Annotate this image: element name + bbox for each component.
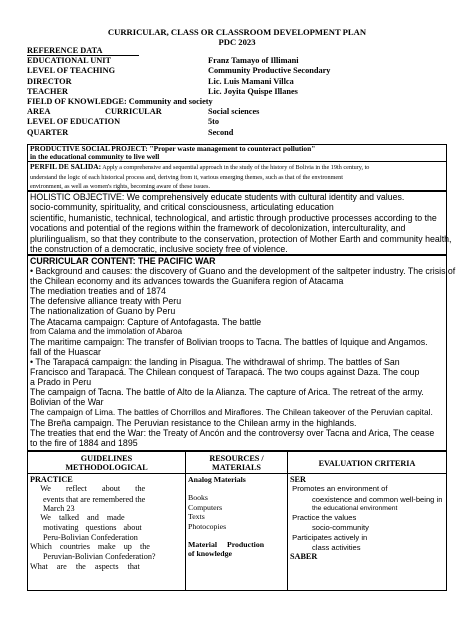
curricular-content-box [27, 255, 456, 451]
practice-item-1b: events that are remembered the [43, 494, 146, 504]
content-line: Francisco and Tarapacá. The Chilean conquest of Tarapacá. The two coups against Daza. The coup [30, 367, 420, 378]
header-resources [186, 454, 287, 473]
exit-profile-line-2: understand the logic of each historical process and, deriving from it, various emerging themes, such as that of the environment [30, 173, 343, 181]
curricular-content-heading: CURRICULAR CONTENT: THE PACIFIC WAR [30, 256, 216, 266]
header-evaluation: EVALUATION CRITERIA [318, 459, 416, 468]
area-value: Social sciences [208, 107, 260, 117]
area-curricular-label: CURRICULAR [105, 107, 162, 117]
resources-column [188, 475, 286, 559]
criteria-item-3b: class activities [312, 543, 361, 553]
criteria-item-1a: Promotes an environment of [292, 484, 388, 494]
material-item: Texts [188, 512, 205, 522]
header-resources-line-1: RESOURCES / [209, 454, 264, 463]
criteria-item-1c: the educational environment [312, 504, 398, 512]
content-line: • Background and causes: the discovery of Guano and the development of the saltpeter industry. The crisis of [30, 266, 456, 277]
director-value: Lic. Luis Mamani Villca [208, 76, 294, 86]
director-label: DIRECTOR [27, 76, 72, 86]
criteria-item-2b: socio-community [312, 523, 369, 533]
practice-item-2c: Peru-Bolivian Confederation [43, 532, 138, 542]
practice-item-3a: Which countries make up the [30, 542, 150, 552]
area-label: AREA [27, 107, 51, 117]
content-line: to the fire of 1884 and 1895 [30, 437, 138, 448]
content-line: fall of the Huascar [30, 346, 101, 357]
material-item: Computers [188, 502, 223, 512]
header-resources-line-2: MATERIALS [212, 463, 261, 473]
saber-label: SABER [290, 552, 318, 562]
practice-item-3b: Peruvian-Bolivian Confederation? [43, 552, 156, 562]
practice-item-2b: motivating questions about [43, 523, 142, 533]
content-line: The nationalization of Guano by Peru [30, 306, 176, 317]
exit-profile-line-1: Apply a comprehensive and sequential approach in the study of the history of Bolivia in the 19th century, to [101, 164, 370, 171]
content-line: a Prado in Peru [30, 377, 92, 388]
header-divider [28, 473, 446, 474]
level-teaching-label: LEVEL OF TEACHING [27, 66, 116, 76]
holistic-line: vocations and potential of the regions within the framework of decolonization, interculturality, and [30, 223, 406, 234]
criteria-item-3a: Participates actively in [292, 532, 368, 542]
content-line: • The Tarapacá campaign: the landing in Pisagua. The withdrawal of shrimp. The battles of San [30, 356, 400, 367]
quarter-value: Second [208, 127, 234, 137]
reference-data-block [27, 46, 447, 138]
header-guidelines [28, 454, 185, 473]
educational-unit-label: EDUCATIONAL UNIT [27, 56, 111, 66]
content-line: The Atacama campaign: Capture of Antofagasta. The battle [30, 316, 262, 327]
content-line: The defensive alliance treaty with Peru [30, 296, 182, 307]
content-line: from Calama and the immolation of Abaroa [30, 326, 183, 336]
content-line: The Breña campaign. The Peruvian resistance to the Chilean army in the highlands. [30, 417, 357, 428]
holistic-line: the construction of a democratic, inclusive society free of violence. [30, 244, 288, 255]
criteria-item-1b: coexistence and common well-being in [312, 494, 443, 504]
reference-heading: REFERENCE DATA [27, 46, 103, 55]
project-line-1: PRODUCTIVE SOCIAL PROJECT: "Proper waste management to counteract pollution" [30, 144, 316, 153]
material-item: Books [188, 493, 208, 503]
productive-social-project-box [27, 144, 447, 162]
content-line: the Chilean economy and its advances towards the Guanifera region of Atacama [30, 276, 344, 287]
content-line: The treaties that end the War: the Treaty of Ancón and the controversy over Tacna and Arica, The cease [30, 427, 435, 438]
production-label-line-1: Material Production [188, 540, 265, 550]
content-line: The campaign of Lima. The battles of Chorrillos and Miraflores. The Chilean takeover of the Peruvian capital. [30, 407, 433, 418]
teacher-label: TEACHER [27, 86, 69, 96]
material-item: Photocopies [188, 521, 227, 531]
criteria-item-2a: Practice the values [292, 513, 357, 523]
exit-profile-label: PERFIL DE SALIDA: [30, 162, 102, 171]
quarter-label: QUARTER [27, 127, 69, 137]
production-label-line-2: of knowledge [188, 549, 232, 559]
project-line-2: in the educational community to live well [30, 152, 160, 162]
exit-profile-box [27, 161, 447, 191]
field-of-knowledge: FIELD OF KNOWLEDGE: Community and society [27, 96, 213, 106]
practice-item-4a: What are the aspects that [30, 561, 140, 571]
header-guidelines-line-2: METHODOLOGICAL [65, 463, 148, 473]
planning-table [27, 451, 447, 591]
analog-materials-label: Analog Materials [188, 475, 246, 484]
level-teaching-value: Community Productive Secondary [208, 66, 331, 76]
content-line: Bolivian of the War [30, 397, 104, 408]
practice-label: PRACTICE [30, 475, 73, 484]
level-education-label: LEVEL OF EDUCATION [27, 117, 121, 127]
ser-label: SER [290, 475, 306, 484]
methodological-column [30, 475, 184, 572]
holistic-line: HOLISTIC OBJECTIVE: We comprehensively educate students with cultural identity and values. [30, 192, 405, 202]
exit-profile-line-3: environment, as well as women's rights, becoming aware of these issues. [30, 183, 210, 191]
level-education-value: 5to [208, 117, 220, 127]
document-subtitle: PDC 2023 [218, 37, 256, 47]
practice-item-1a: We reflect about the [40, 484, 146, 494]
content-line: The maritime campaign: The transfer of Bolivian troops to Tacna. The battles of Iquique and Angamos. [30, 336, 428, 347]
evaluation-column [290, 475, 446, 562]
document-title: CURRICULAR, CLASS OR CLASSROOM DEVELOPMENT PLAN [107, 27, 367, 37]
content-line: The campaign of Tacna. The battle of Alto de la Alianza. The capture of Arica. The retreat of the army. [30, 387, 424, 398]
holistic-line: socio-community, spirituality, and critical consciousness, articulating education [30, 202, 334, 213]
content-line: The mediation treaties and of 1874 [30, 286, 166, 297]
holistic-objective-box [27, 191, 452, 255]
practice-item-2a: We talked and made [40, 513, 125, 523]
holistic-line: plurilingualism, so that they contribute to the conservation, protection of Mother Earth and community health, [30, 233, 452, 244]
teacher-value: Lic. Joyita Quispe Illanes [208, 86, 298, 96]
educational-unit-value: Franz Tamayo of Illimani [208, 56, 299, 66]
header-guidelines-line-1: GUIDELINES [80, 454, 133, 463]
practice-item-1c: March 23 [43, 503, 75, 513]
holistic-line: scientific, humanistic, technical, technological, and artistic through productive processes according to the [30, 212, 437, 223]
